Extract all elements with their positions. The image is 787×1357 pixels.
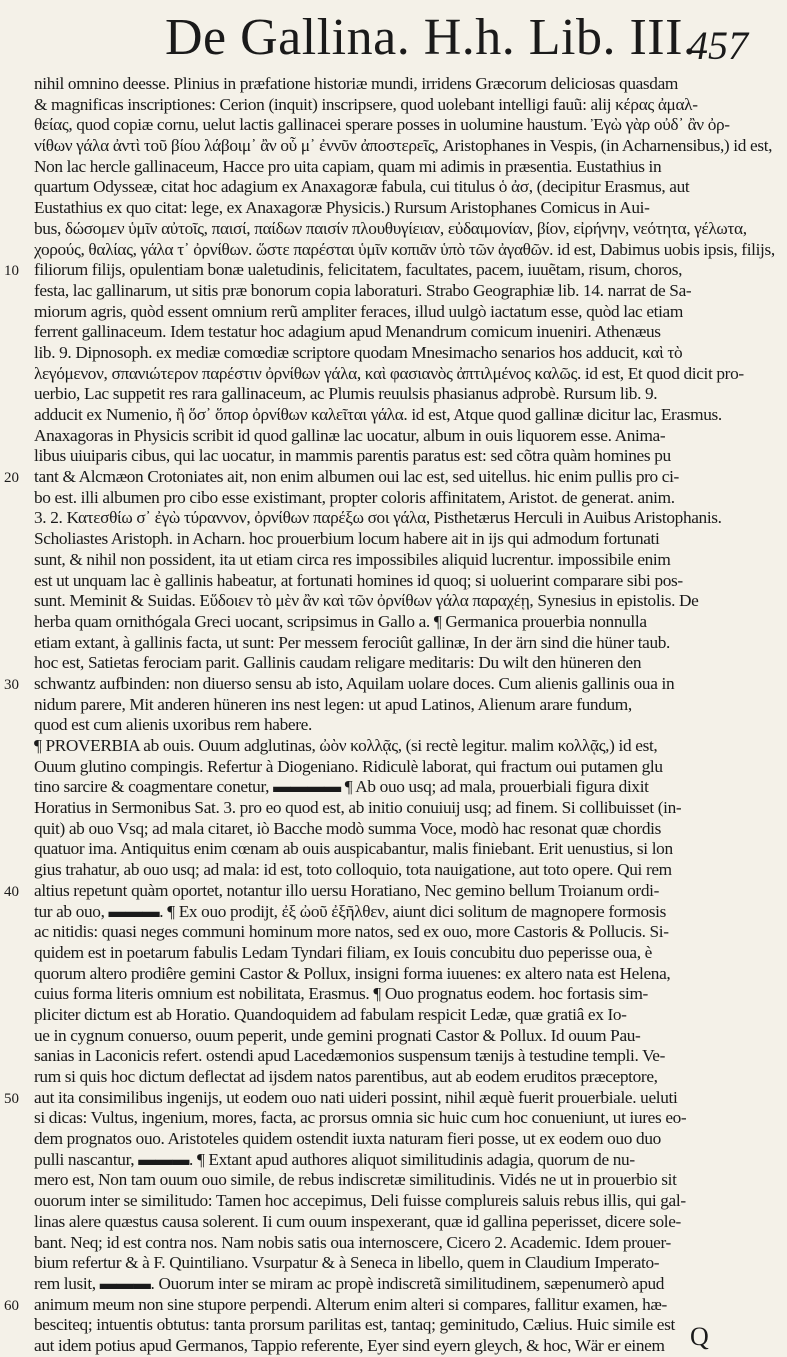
line-number: 50	[4, 1090, 19, 1107]
line-text: bant. Neq; id est contra nos. Nam nobis satis oua internoscere, Cicero 2. Academic. Idem prouer-	[34, 1232, 671, 1252]
line-text: bo est. illi albumen pro cibo esse existimant, propter coloris affinitatem, Aristot. de generat. anim.	[34, 487, 675, 507]
text-line	[4, 240, 779, 261]
line-text: dem prognatos ouo. Aristoteles quidem ostendit iuxta naturam fieri posse, ut ex eodem ouo duo	[34, 1129, 661, 1149]
text-line	[4, 1336, 779, 1357]
text-line	[4, 157, 779, 178]
text-line	[4, 1170, 779, 1191]
line-text: tur ab ouo, ▬▬▬. ¶ Ex ouo prodijt, ἐξ ὠοῦ ἐξῆλθεν, aiunt dici solitum de magnopere formosis	[34, 901, 667, 921]
text-line	[4, 74, 779, 95]
line-text: nihil omnino deesse. Plinius in præfatione historiæ mundi, irridens Græcorum deliciosas quasdam	[34, 74, 679, 93]
line-text: uerbio, Lac suppetit res rara gallinaceum, ac Plumis reuulsis phasianus adprobè. Rursum lib. 9.	[34, 384, 658, 404]
text-line	[4, 488, 779, 509]
line-text: animum meum non sine stupore perpendi. Alterum enim alteri si compares, fallitur examen, hæ-	[34, 1294, 667, 1314]
text-line	[4, 426, 779, 447]
line-text: mero est, Non tam ouum ouo simile, de rebus indiscretæ similitudinis. Vidés ne ut in prouerbio sit	[34, 1170, 677, 1190]
text-line	[4, 343, 779, 364]
line-text: sunt. Meminit & Suidas. Εὕδοιεν τὸ μὲν ἂν καὶ τῶν ὀρνίθων γάλα παραχέῃ, Synesius in epistolis. De	[34, 591, 699, 611]
text-line	[4, 633, 779, 654]
line-text: besciteq; intuentis obtutus: tanta prorsum parilitas est, tantaq; geminitudo, Cælius. Huic simile est	[34, 1315, 675, 1335]
line-text: miorum agris, quòd essent omnium rerũ ampliter feraces, illud uulgò iactatum esse, quòd lac etiam	[34, 301, 683, 321]
text-line	[4, 1046, 779, 1067]
text-line	[4, 984, 779, 1005]
line-number: 20	[4, 470, 19, 487]
line-text: filiorum filijs, opulentiam bonæ ualetudinis, felicitatem, facultates, pacem, iuuẽtam, risum, choros,	[34, 260, 683, 280]
page-number: 457	[688, 23, 748, 68]
line-text: νίθων γάλα ἀντὶ τοῦ βίου λάβοιμ᾽ ἂν οὗ μ᾽ ἐννῦν ἀποστερεῖς, Aristophanes in Vespis, (in Acharnensibus,) id est,	[34, 136, 773, 156]
catchword: Q	[690, 1322, 709, 1351]
text-line	[4, 571, 779, 592]
text-line	[4, 1315, 779, 1336]
text-line	[4, 1088, 779, 1109]
text-line	[4, 1295, 779, 1316]
text-line	[4, 198, 779, 219]
line-text: λεγόμενον, σπανιώτερον παρέστιν ὀρνίθων γάλα, καὶ φασιανὸς ἀπτιλμένος καλῶς. id est, Et quod dicit pro-	[34, 363, 744, 383]
text-line	[4, 177, 779, 198]
line-text: ¶ PROVERBIA ab ouis. Ouum adglutinas, ὠὸν κολλᾷς, (si rectè legitur. malim κολλᾷς,) id est,	[34, 736, 658, 755]
text-line	[4, 674, 779, 695]
line-text: libus uiuiparis cibus, qui lac uocatur, in mammis parentis paratus est: sed cõtra quàm homines pu	[34, 446, 671, 466]
text-line	[4, 612, 779, 633]
line-text: ouorum inter se similitudo: Tamen hoc accepimus, Deli fuisse complureis saluis rebus illis, qui gal-	[34, 1191, 686, 1211]
text-line	[4, 1108, 779, 1129]
text-line	[4, 384, 779, 405]
line-text: nidum parere, Mit anderen hüneren ins nest legen: ut apud Latinos, Alienum arare fundum,	[34, 694, 632, 714]
text-line	[4, 922, 779, 943]
text-line	[4, 1026, 779, 1047]
line-text: herba quam ornithógala Greci uocant, scripsimus in Gallo a. ¶ Germanica prouerbia nonnulla	[34, 611, 647, 631]
text-line	[4, 281, 779, 302]
line-text: ferrent gallinaceum. Idem testatur hoc adagium apud Menandrum comicum inueniri. Athenæus	[34, 322, 661, 342]
line-text: quit) ab ouo Vsq; ad mala citaret, iò Bacche modò summa Voce, modò hac resonat quæ chordis	[34, 818, 661, 838]
text-line	[4, 736, 779, 757]
text-line	[4, 529, 779, 550]
line-text: tino sarcire & coagmentare conetur, ▬▬▬▬ ¶ Ab ouo usq; ad mala, prouerbiali figura dixit	[34, 777, 649, 797]
text-line	[4, 260, 779, 281]
text-line	[4, 446, 779, 467]
text-line	[4, 798, 779, 819]
text-line	[4, 508, 779, 529]
line-text: Scholiastes Aristoph. in Acharn. hoc prouerbium locum habere ait in ijs qui admodum fortunati	[34, 529, 660, 549]
line-text: si dicas: Vultus, ingenium, mores, facta, ac prorsus omnia sic huic cum hoc conueniunt, ut iures eo-	[34, 1108, 687, 1128]
line-number: 10	[4, 263, 19, 280]
line-text: ue in cygnum conuerso, ouum peperit, unde gemini prognati Castor & Pollux. Id ouum Pau-	[34, 1025, 641, 1045]
text-line	[4, 550, 779, 571]
line-text: aut ita consimilibus ingenijs, ut eodem ouo nati uideri possint, nihil æquè fuerit prouerbiale. ueluti	[34, 1087, 678, 1107]
text-line	[4, 405, 779, 426]
line-text: schwantz aufbinden: non diuerso sensu ab isto, Aquilam uolare doces. Cum alienis gallinis oua in	[34, 673, 675, 693]
line-text: & magnificas inscriptiones: Cerion (inquit) inscripsere, quod uolebant intelligi fauũ: alij κέρας ἀμαλ-	[34, 94, 698, 114]
text-line	[4, 839, 779, 860]
text-line	[4, 467, 779, 488]
text-line	[4, 322, 779, 343]
text-line	[4, 1212, 779, 1233]
line-text: est ut unquam lac è gallinis habeatur, at fortunati homines id quoq; si uoluerint comparare sibi pos-	[34, 570, 683, 590]
text-line	[4, 964, 779, 985]
text-line	[4, 1067, 779, 1088]
line-number: 40	[4, 883, 19, 900]
line-text: Horatius in Sermonibus Sat. 3. pro eo quod est, ab initio conuiuij usq; ad finem. Si collibuisset (in-	[34, 798, 682, 818]
line-text: Non lac hercle gallinaceum, Hacce pro uita capiam, quam mi adimis in præsentia. Eustathius in	[34, 156, 662, 176]
text-line	[4, 943, 779, 964]
line-text: rum si quis hoc dictum deflectat ad ijsdem natos parentibus, aut ab eodem eruditos præceptore,	[34, 1067, 658, 1086]
line-text: θείας, quod copiæ cornu, uelut lactis gallinacei sperare posses in uolumine haustum. Ἐγὼ γὰρ οὐδ᾽ ἂν ὀρ-	[34, 115, 730, 135]
line-text: cuius forma literis omnium est nobilitata, Erasmus. ¶ Ouo prognatus eodem. hoc fortasis sim-	[34, 984, 648, 1004]
text-line	[4, 136, 779, 157]
line-text: bium refertur & à F. Quintiliano. Vsurpatur & à Seneca in libello, quem in Claudium Imperato-	[34, 1253, 660, 1273]
line-text: pliciter dictum est ab Horatio. Quandoquidem ad fabulam respicit Ledæ, quæ gratiâ ex Io-	[34, 1004, 627, 1024]
line-text: quidem est in poetarum fabulis Ledam Tyndari filiam, ex Iouis concubitu duo peperisse oua, è	[34, 942, 652, 962]
text-line	[4, 1253, 779, 1274]
text-line	[4, 1191, 779, 1212]
line-text: pulli nascantur, ▬▬▬. ¶ Extant apud authores aliquot similitudinis adagia, quorum de nu-	[34, 1149, 635, 1169]
text-line	[4, 860, 779, 881]
line-number: 30	[4, 676, 19, 693]
line-text: adducit ex Numenio, ἢ ὅσ᾽ ὅπορ ὀρνίθων καλεῖται γάλα. id est, Atque quod gallinæ dicitur lac, Erasmus.	[34, 405, 722, 424]
text-line	[4, 819, 779, 840]
line-text: quod est cum alienis uxoribus rem habere.	[34, 715, 312, 735]
line-text: festa, lac gallinarum, ut sitis præ bonorum copia laboraturi. Strabo Geographiæ lib. 14. narrat de Sa-	[34, 280, 692, 300]
line-text: lib. 9. Dipnosoph. ex mediæ comœdiæ scriptore quodam Mnesimacho senarios hos adducit, καὶ τὸ	[34, 342, 683, 362]
text-line	[4, 695, 779, 716]
text-line	[4, 302, 779, 323]
running-title: De Gallina. H.h. Lib. III.	[165, 9, 697, 66]
text-line	[4, 1005, 779, 1026]
line-text: ac nitidis: quasi neges communi hominum more natos, sed ex ouo, more Castoris & Pollucis. Si-	[34, 922, 669, 942]
text-line	[4, 777, 779, 798]
text-line	[4, 715, 779, 736]
line-text: quorum altero prodiêre gemini Castor & Pollux, insigni forma iuuenes: ex altero nata est Helena,	[34, 963, 671, 983]
line-text: sanias in Laconicis refert. ostendi apud Lacedæmonios suspensum tænijs à testudine templi. Ve-	[34, 1046, 666, 1066]
line-text: hoc est, Satietas ferociam parit. Gallinis caudam religare meditaris: Du wilt den hüneren den	[34, 653, 642, 673]
line-text: 3. 2. Κατεσθίω σ᾽ ἐγὼ τύραννον, ὀρνίθων παρέξω σοι γάλα, Pisthetærus Herculi in Auibus Aristophanis.	[34, 508, 722, 528]
line-text: χορούς, θαλίας, γάλα τ᾽ ὀρνίθων. ὥστε παρέσται ὑμῖν κοπιᾶν ὑπὸ τῶν ἀγαθῶν. id est, Dabimus uobis ipsis, filijs,	[34, 239, 775, 259]
line-text: rem lusit, ▬▬▬. Ouorum inter se miram ac propè indiscretã similitudinem, sæpenumerò apud	[34, 1273, 665, 1293]
line-text: etiam extant, à gallinis facta, ut sunt: Per messem ferociût gallinæ, In der ärn sind die hüner taub.	[34, 632, 671, 652]
line-text: Eustathius ex quo citat: lege, ex Anaxagoræ Physicis.) Rursum Aristophanes Comicus in Aui-	[34, 198, 650, 218]
line-text: Anaxagoras in Physicis scribit id quod gallinæ lac uocatur, album in ouis liquorem esse. Anima-	[34, 425, 666, 445]
text-line	[4, 364, 779, 385]
line-text: gius trahatur, ab ouo usq; ad mala: id est, toto colloquio, tota nauigatione, aut toto opere. Qui rem	[34, 860, 672, 880]
line-text: altius repetunt quàm oportet, notantur illo uersu Horatiano, Nec gemino bellum Troianum ordi-	[34, 880, 659, 900]
text-line	[4, 95, 779, 116]
line-number: 60	[4, 1297, 19, 1314]
text-line	[4, 1233, 779, 1254]
line-text: aut idem potius apud Germanos, Tappio referente, Eyer sind eyern gleych, & hoc, Wär er einem	[34, 1335, 665, 1355]
text-line	[4, 757, 779, 778]
text-line	[4, 115, 779, 136]
text-line	[4, 881, 779, 902]
line-text: quatuor ima. Antiquitus enim cœnam ab ouis auspicabantur, malis finiebant. Erit uenustius, si lon	[34, 839, 673, 859]
text-line	[4, 1150, 779, 1171]
line-text: tant & Alcmæon Crotoniates ait, non enim albumen oui lac est, sed uitellus. hic enim pullis pro ci-	[34, 467, 679, 487]
text-line	[4, 591, 779, 612]
line-text: Ouum glutino compingis. Refertur à Diogeniano. Ridiculè laborat, qui fractum oui putamen glu	[34, 756, 663, 776]
line-text: bus, δώσομεν ὑμῖν αὐτοῖς, παισί, παίδων παισίν πλουθυγίειαν, εὐδαιμονίαν, βίον, εἰρήνην, νεότητα, γέλωτα,	[34, 218, 747, 238]
text-line	[4, 653, 779, 674]
text-line	[4, 1129, 779, 1150]
text-line	[4, 902, 779, 923]
line-text: sunt, & nihil non possident, ita ut etiam circa res impossibiles aliquid lucrentur. impossibile enim	[34, 549, 671, 569]
line-text: quartum Odysseæ, citat hoc adagium ex Anaxagoræ fabula, cui titulus ὁ ἀσ, (decipitur Erasmus, aut	[34, 177, 690, 197]
text-line	[4, 1274, 779, 1295]
line-text: linas alere quæstus causa solerent. Ii cum ouum inspexerant, quæ id gallina peperisset, dicere sole-	[34, 1211, 681, 1231]
text-line	[4, 219, 779, 240]
body-text	[4, 74, 779, 1357]
